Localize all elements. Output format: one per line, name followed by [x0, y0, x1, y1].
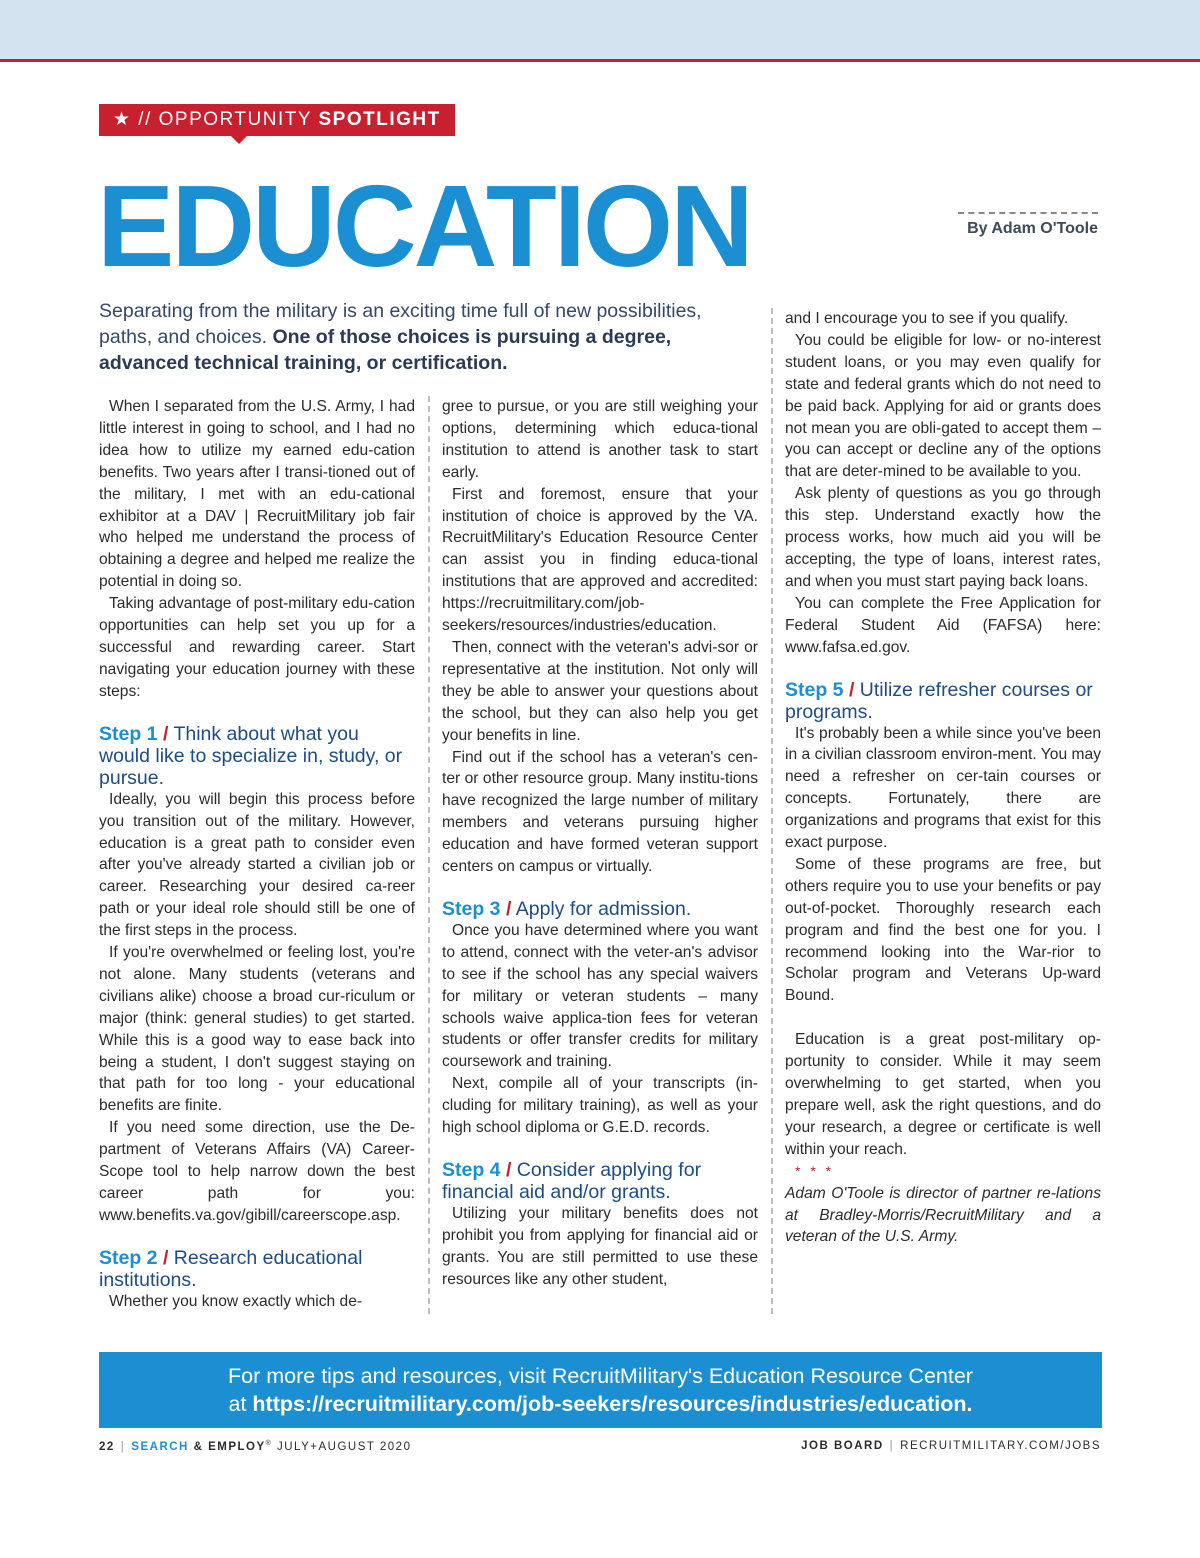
footer-site-link[interactable]: RECRUITMILITARY.COM/JOBS — [900, 1440, 1101, 1452]
tag-bold: SPOTLIGHT — [318, 109, 441, 130]
step-title: Think about what you would like to specialize in, study, or pursue. — [99, 722, 403, 789]
intro-lead: Separating from the military is an exciting time full of new possibilities, paths, and choices. — [99, 300, 702, 348]
column-3 — [785, 308, 1101, 1248]
paragraph: Once you have determined where you want to attend, connect with the veter-an's advisor to see if the school has any special waivers for military or veteran students – many schools waive applica-tion fees for veteran students or offer transfer credits for military coursework and training. — [442, 921, 758, 1071]
footer-separator: | — [120, 1440, 126, 1453]
paragraph: Some of these programs are free, but others require you to use your benefits or pay out-of-pocket. Thoroughly research each program and find the best one for you. I recommend looking into the War-rior to Scholar program and Veterans Up-ward Bound. — [785, 855, 1101, 1005]
footer-left — [99, 1440, 411, 1453]
paragraph: gree to pursue, or you are still weighing your options, determining which educa-tional institution to attend is another task to start early. — [442, 398, 758, 481]
step-slash: / — [505, 897, 512, 920]
step-title: Utilize refresher courses or programs. — [785, 678, 1093, 723]
paragraph: Whether you know exactly which de- — [109, 1292, 363, 1310]
step-3-heading — [442, 898, 758, 920]
paragraph: If you need some direction, use the De-partment of Veterans Affairs (VA) Career-Scope tool to help narrow down the best career path for you: www.benefits.va.gov/gibill/careerscope.asp. — [99, 1119, 415, 1224]
top-red-rule — [0, 59, 1200, 62]
top-band — [0, 0, 1200, 59]
resource-banner — [99, 1352, 1102, 1428]
paragraph: You can complete the Free Application for Federal Student Aid (FAFSA) here: www.fafsa.ed.gov. — [785, 594, 1101, 656]
issue-date: JULY+AUGUST 2020 — [277, 1440, 412, 1453]
section-name: JOB BOARD — [801, 1440, 884, 1452]
paragraph: Education is a great post-military op-portunity to consider. While it may seem overwhelming to get started, when you prepare well, ask the right questions, and do your research, a degree or certificate is well within your reach. — [785, 1031, 1101, 1158]
step-slash: / — [162, 1246, 169, 1269]
paragraph: It's probably been a while since you've been in a civilian classroom environ-ment. You may need a refresher on cer-tain courses or concepts. Fortunately, there are organizations and programs that exist for this exact purpose. — [785, 724, 1101, 852]
step-number: Step 2 — [99, 1246, 158, 1269]
paragraph: You could be eligible for low- or no-interest student loans, or you may even qualify for state and federal grants which do not need to be paid back. Applying for aid or grants does not mean you are obli-gated to accept them – you can accept or decline any of the options that are deter-mined to be available to you. — [785, 331, 1101, 481]
paragraph: Next, compile all of your transcripts (in-cluding for military training), as well as your high school diploma or G.E.D. records. — [442, 1075, 758, 1137]
tag-pointer — [231, 136, 247, 144]
author-bio: Adam O'Toole is director of partner re-lations at Bradley-Morris/RecruitMilitary and a veteran of the U.S. Army. — [785, 1184, 1101, 1246]
step-title: Research educational institutions. — [99, 1246, 363, 1291]
banner-line-2 — [99, 1390, 1102, 1418]
step-title: Consider applying for financial aid and/or grants. — [442, 1159, 702, 1203]
paragraph: When I separated from the U.S. Army, I had little interest in going to school, and I had no idea how to utilize my earned edu-cation benefits. Two years after I transi-tioned out of the military, I met with an edu-cational exhibitor at a DAV | RecruitMilitary job fair who helped me understand the process of obtaining a degree and helped me realize the potential in doing so. — [99, 398, 415, 591]
column-2 — [442, 396, 758, 1291]
footer-right — [801, 1440, 1101, 1452]
column-1 — [99, 396, 415, 1313]
column-divider-2 — [771, 308, 773, 1314]
byline: By Adam O'Toole — [958, 212, 1098, 238]
banner-prefix: at — [228, 1392, 247, 1416]
banner-line-1: For more tips and resources, visit RecruitMilitary's Education Resource Center — [228, 1364, 973, 1388]
paragraph: Ask plenty of questions as you go through this step. Understand exactly how the process works, how much aid you will be accepting, the type of loans, interest rates, and when you must start paying back loans. — [785, 485, 1101, 590]
column-divider-1 — [428, 396, 430, 1314]
step-5-heading — [785, 679, 1101, 723]
paragraph: First and foremost, ensure that your institution of choice is approved by the VA. RecruitMilitary's Education Resource Center can assist you in finding educa-tional institutions that are approved and accredited: https://recruitmilitary.com/job-seekers/resources/industries/education. — [442, 485, 758, 635]
paragraph: Utilizing your military benefits does not prohibit you from applying for financial aid or grants. You are still permitted to use these resources like any other student, — [442, 1205, 758, 1288]
page-title: EDUCATION — [97, 161, 751, 291]
paragraph: Find out if the school has a veteran's cen-ter or other resource group. Many institu-tions have recognized the large number of military members and veterans pursuing higher education and have formed veteran support centers on campus or virtually. — [442, 748, 758, 876]
step-slash: / — [848, 678, 855, 701]
step-number: Step 4 — [442, 1159, 501, 1181]
paragraph: Then, connect with the veteran's advi-sor or representative at the institution. Not only will they be able to answer your questions about the school, but they can also help you get your benefits in line. — [442, 638, 758, 744]
registered-mark: ® — [265, 1440, 273, 1447]
step-slash: / — [505, 1159, 512, 1181]
section-tag — [99, 104, 455, 136]
step-2-heading — [99, 1247, 415, 1291]
intro-bold: One of those choices is pursuing a degree, advanced technical training, or certification. — [99, 326, 672, 374]
footer-separator: | — [889, 1440, 895, 1452]
tag-prefix: ★ // OPPORTUNITY — [113, 109, 312, 130]
step-title: Apply for admission. — [515, 897, 692, 920]
intro-deck — [99, 298, 759, 376]
paragraph: Ideally, you will begin this process before you transition out of the military. However, education is a great path to consider even after you've already started a civilian job or career. Researching your desired ca-reer path or your ideal role should still be one of the first steps in the process. — [99, 790, 415, 940]
magazine-name-blue: SEARCH — [131, 1440, 189, 1453]
end-stars: * * * — [795, 1162, 835, 1179]
banner-url-link[interactable]: https://recruitmilitary.com/job-seekers/resources/industries/education. — [252, 1392, 973, 1416]
paragraph: and I encourage you to see if you qualify. — [785, 310, 1069, 327]
magazine-name-rest: & EMPLOY — [193, 1440, 266, 1453]
step-number: Step 3 — [442, 897, 501, 920]
step-slash: / — [162, 722, 169, 745]
step-number: Step 5 — [785, 678, 844, 701]
step-1-heading — [99, 723, 415, 789]
paragraph: Taking advantage of post-military edu-cation opportunities can help set you up for a successful and rewarding career. Start navigating your education journey with these steps: — [99, 595, 415, 700]
step-4-heading — [442, 1159, 758, 1203]
paragraph: If you're overwhelmed or feeling lost, you're not alone. Many students (veterans and civilians alike) choose a broad cur-riculum or major (think: general studies) to get started. While this is a good way to ease back into being a student, I don't suggest staying on that path for too long - your educational benefits are finite. — [99, 944, 415, 1115]
page-number: 22 — [99, 1440, 115, 1453]
step-number: Step 1 — [99, 722, 158, 745]
